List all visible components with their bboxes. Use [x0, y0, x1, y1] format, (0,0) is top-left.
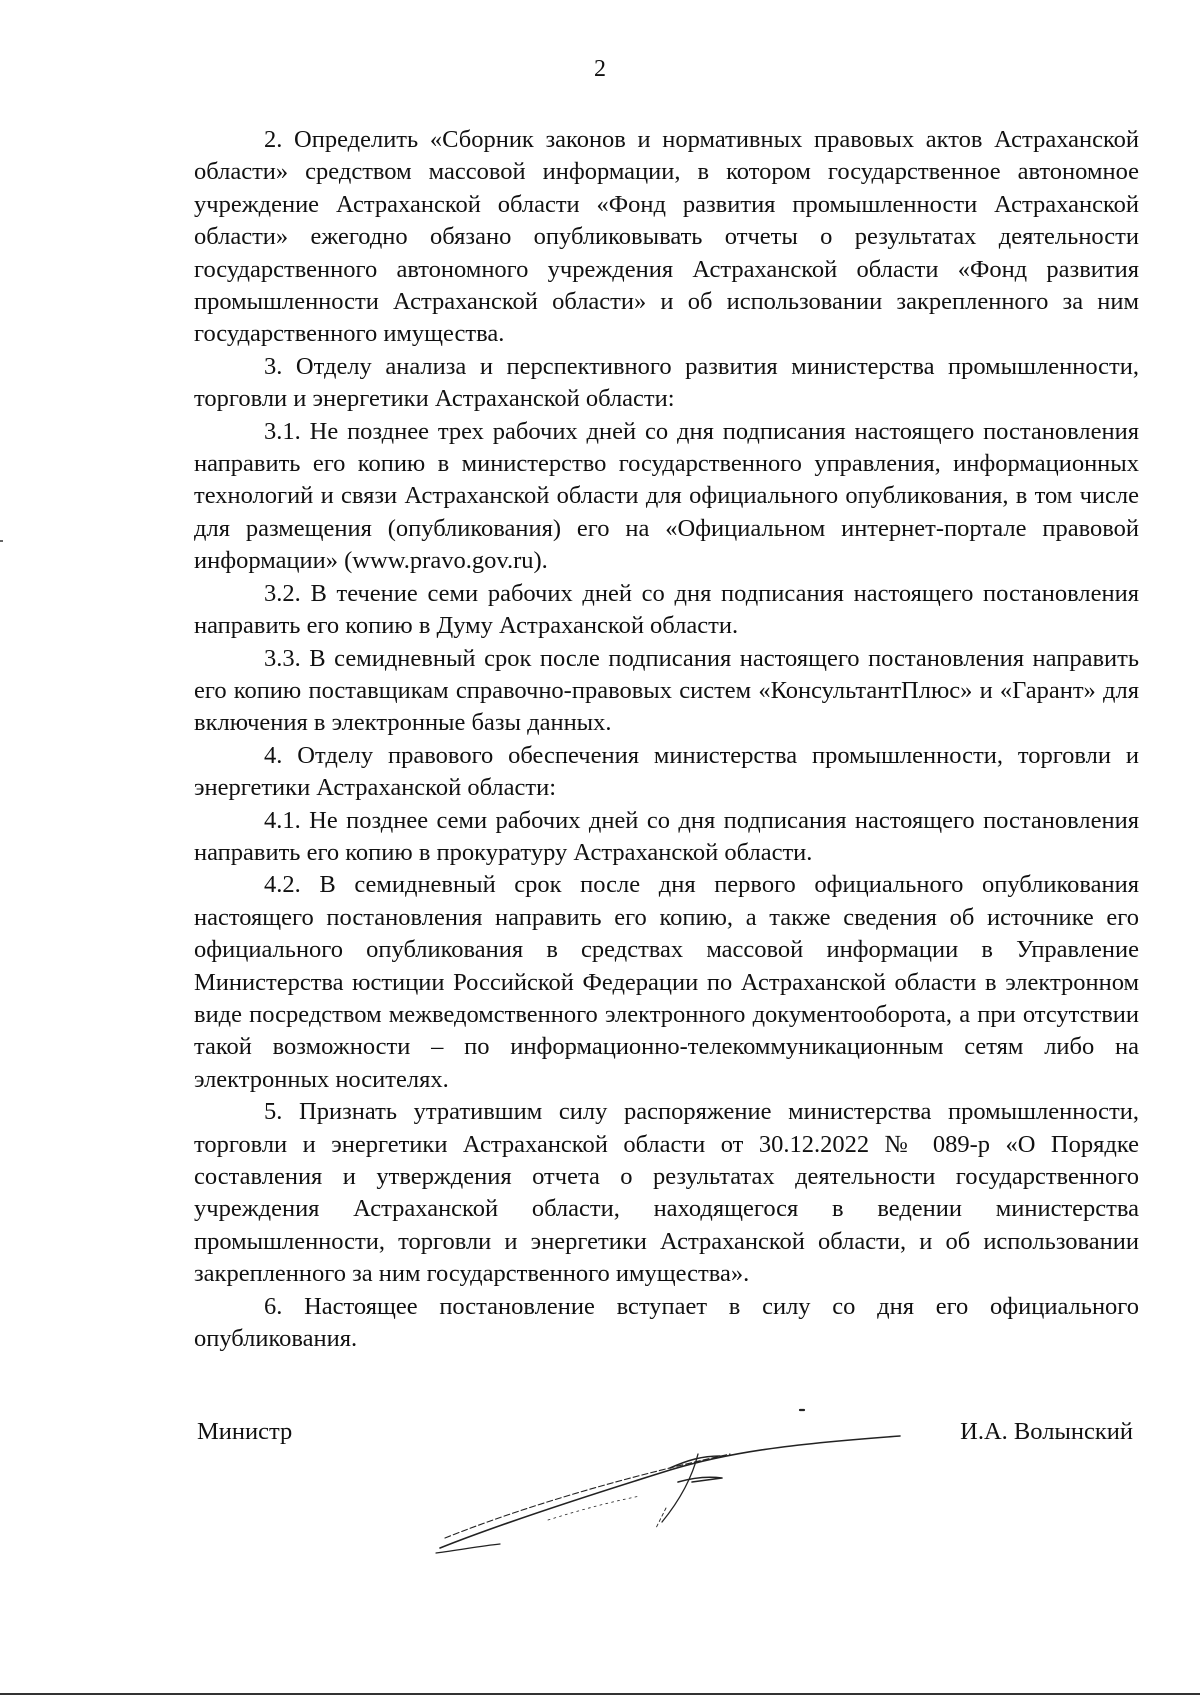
signer-title: Министр — [197, 1418, 293, 1445]
page-bottom-edge — [0, 1693, 1200, 1695]
paragraph-4: 4. Отделу правового обеспечения министерства промышленности, торговли и энергетики Астраханской области: — [194, 741, 1139, 802]
scan-edge-mark — [0, 540, 3, 542]
handwritten-signature — [430, 1398, 910, 1558]
paragraph-5: 5. Признать утратившим силу распоряжение министерства промышленности, торговли и энергетики Астраханской области от 30.12.2022 № 089-р «О Порядке составления и утверждения отчета о результатах деятельности государственного учреждения Астраханской области, находящегося в ведении министерства промышленности, торговли и энергетики Астраханской области, и об использовании закрепленного за ним государственного имущества». — [194, 1098, 1139, 1288]
paragraph-6: 6. Настоящее постановление вступает в силу со дня его официального опубликования. — [194, 1292, 1139, 1353]
paragraph-4-2: 4.2. В семидневный срок после дня первого официального опубликования настоящего постановления направить его копию, а также сведения об источнике его официального опубликования в средствах массовой информации в Управление Министерства юстиции Российской Федерации по Астраханской области в электронном виде посредством межведомственного электронного документооборота, а при отсутствии такой возможности – по информационно-телекоммуникационным сетям либо на электронных носителях. — [194, 871, 1139, 1093]
paragraph-3-1: 3.1. Не позднее трех рабочих дней со дня подписания настоящего постановления направить его копию в министерство государственного управления, информационных технологий и связи Астраханской области для официального опубликования, в том числе для размещения (опубликования) его на «Официальном интернет-портале правовой информации» (www.pravo.gov.ru). — [194, 417, 1139, 575]
document-body — [194, 124, 1139, 1355]
paragraph-2: 2. Определить «Сборник законов и нормативных правовых актов Астраханской области» средством массовой информации, в котором государственное автономное учреждение Астраханской области «Фонд развития промышленности Астраханской области» ежегодно обязано опубликовывать отчеты о результатах деятельности государственного автономного учреждения Астраханской области «Фонд развития промышленности Астраханской области» и об использовании закрепленного за ним государственного имущества. — [194, 126, 1139, 348]
paragraph-3-3: 3.3. В семидневный срок после подписания настоящего постановления направить его копию поставщикам справочно-правовых систем «КонсультантПлюс» и «Гарант» для включения в электронные базы данных. — [194, 644, 1139, 737]
page-number: 2 — [594, 56, 606, 82]
signer-name: И.А. Волынский — [960, 1418, 1133, 1445]
paragraph-3: 3. Отделу анализа и перспективного развития министерства промышленности, торговли и энергетики Астраханской области: — [194, 352, 1139, 413]
paragraph-3-2: 3.2. В течение семи рабочих дней со дня подписания настоящего постановления направить его копию в Думу Астраханской области. — [194, 579, 1139, 640]
paragraph-4-1: 4.1. Не позднее семи рабочих дней со дня подписания настоящего постановления направить его копию в прокуратуру Астраханской области. — [194, 806, 1139, 866]
